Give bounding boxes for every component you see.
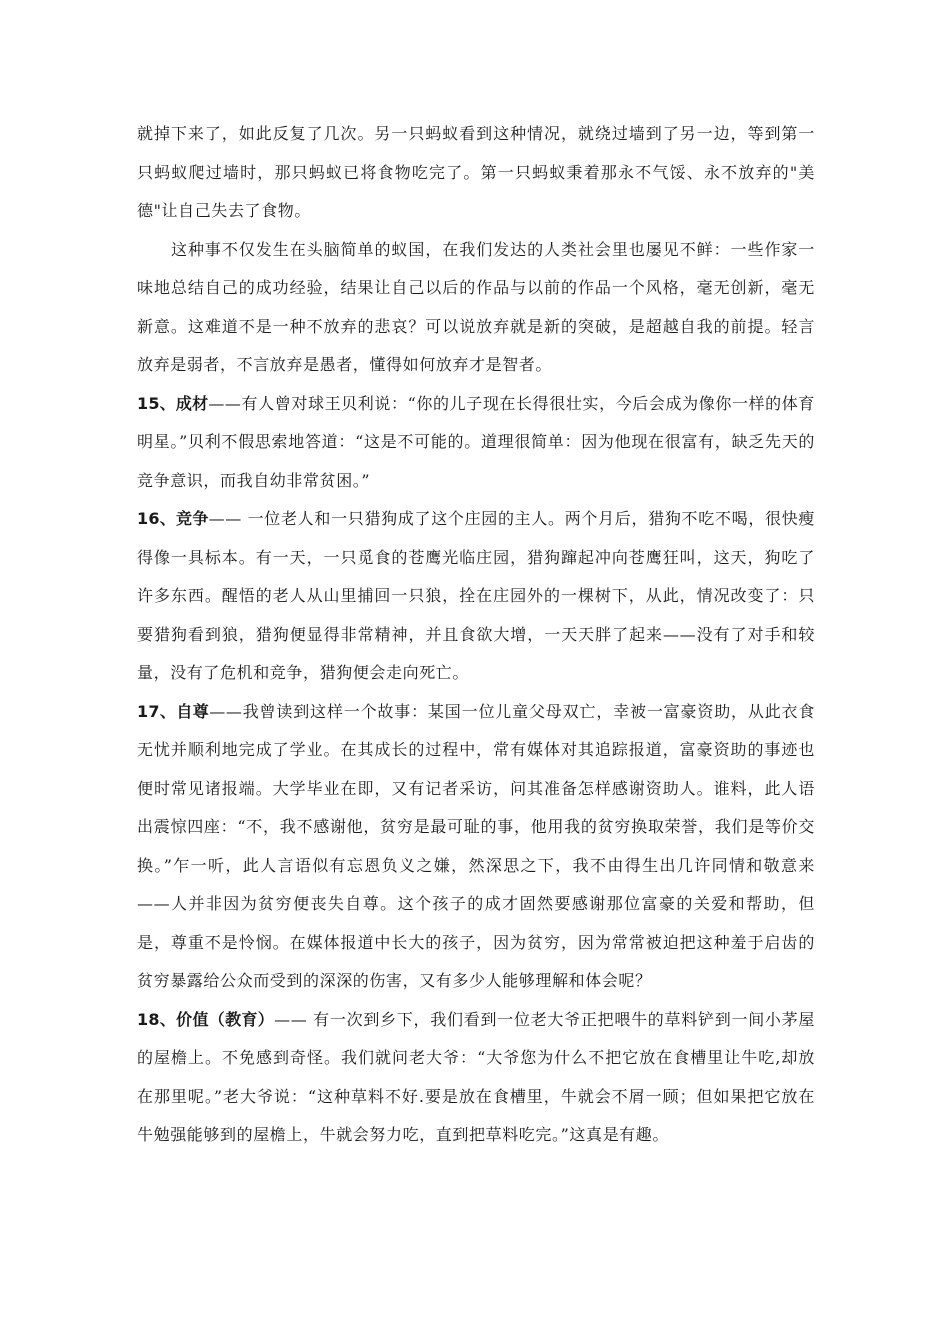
document-page: [137, 115, 815, 1155]
item-15-chengcai: [137, 385, 815, 501]
paragraph-text: 这种事不仅发生在头脑简单的蚁国，在我们发达的人类社会里也屡见不鲜：一些作家一味地总结自己的成功经验，结果让自己以后的作品与以前的作品一个风格，毫无创新，毫无新意。这难道不是一种不放弃的悲哀？可以说放弃就是新的突破，是超越自我的前提。轻言放弃是弱者，不言放弃是愚者，懂得如何放弃才是智者。: [137, 239, 815, 374]
item-18-jiazhi: [137, 1001, 815, 1155]
item-text: —— 一位老人和一只猎狗成了这个庄园的主人。两个月后，猎狗不吃不喝，很快瘦得像一具标本。有一天，一只觅食的苍鹰光临庄园，猎狗蹿起冲向苍鹰狂叫，这天，狗吃了许多东西。醒悟的老人从山里捕回一只狼，拴在庄园外的一棵树下，从此，情况改变了：只要猎狗看到狼，猎狗便显得非常精神，并且食欲大增，一天天胖了起来——没有了对手和较量，没有了危机和竞争，猎狗便会走向死亡。: [137, 509, 815, 682]
paragraph-text: 就掉下来了，如此反复了几次。另一只蚂蚁看到这种情况，就绕过墙到了另一边，等到第一只蚂蚁爬过墙时，那只蚂蚁已将食物吃完了。第一只蚂蚁秉着那永不气馁、永不放弃的"美德"让自己失去了食物。: [137, 124, 815, 220]
item-title: 成材: [175, 393, 209, 413]
item-number: 15、: [137, 393, 176, 413]
item-title: 自尊: [176, 701, 210, 721]
story-continuation-paragraph: [137, 115, 815, 231]
item-title: 竞争: [176, 509, 209, 528]
commentary-paragraph: [137, 231, 815, 385]
item-number: 18、: [137, 1009, 177, 1029]
item-text: ——我曾读到这样一个故事：某国一位儿童父母双亡，幸被一富豪资助，从此衣食无忧并顺利地完成了学业。在其成长的过程中，常有媒体对其追踪报道，富豪资助的事迹也便时常见诸报端。大学毕业在即，又有记者采访，问其准备怎样感谢资助人。谁料，此人语出震惊四座：“不，我不感谢他，贫穷是最可耻的事，他用我的贫穷换取荣誉，我们是等价交换。”乍一听，此人言语似有忘恩负义之嫌，然深思之下，我不由得生出几许同情和敬意来——人并非因为贫穷便丧失自尊。这个孩子的成才固然要感谢那位富豪的关爱和帮助，但是，尊重不是怜悯。在媒体报道中长大的孩子，因为贫穷，因为常常被迫把这种羞于启齿的贫穷暴露给公众而受到的深深的伤害，又有多少人能够理解和体会呢？: [137, 701, 816, 990]
item-17-zizun: [137, 693, 815, 1001]
item-number: 16、: [137, 509, 177, 528]
item-title: 价值（教育）: [176, 1009, 275, 1029]
item-text: ——有人曾对球王贝利说：“你的儿子现在长得很壮实，今后会成为像你一样的体育明星。”贝利不假思索地答道：“这是不可能的。道理很简单：因为他现在很富有，缺乏先天的竞争意识，而我自幼非常贫困。”: [137, 393, 815, 490]
item-text: —— 有一次到乡下，我们看到一位老大爷正把喂牛的草料铲到一间小茅屋的屋檐上。不免感到奇怪。我们就问老大爷：“大爷您为什么不把它放在食槽里让牛吃,却放在那里呢。”老大爷说：“这种草料不好.要是放在食槽里，牛就会不屑一顾；但如果把它放在牛勉强能够到的屋檐上，牛就会努力吃，直到把草料吃完。”这真是有趣。: [137, 1009, 815, 1144]
item-number: 17、: [137, 701, 177, 721]
item-16-jingzheng: [137, 500, 815, 693]
